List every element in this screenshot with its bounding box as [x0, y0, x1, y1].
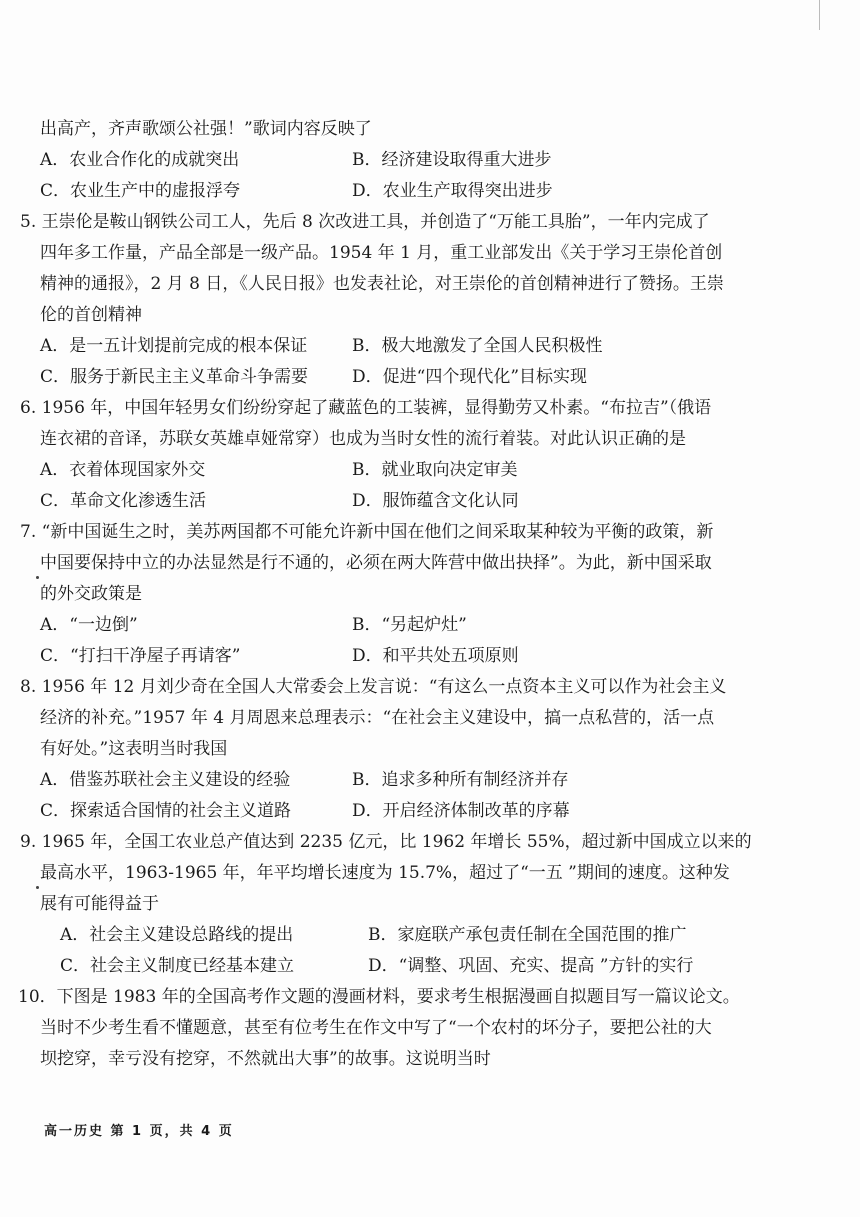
q6-option-b: B．就业取向决定审美: [352, 460, 518, 480]
q8-stem-line-3: 有好处。”这表明当时我国: [40, 739, 228, 759]
q9-option-a: A．社会主义建设总路线的提出: [60, 925, 294, 945]
q9-stem-line-2: 最高水平，1963-1965 年，年平均增长速度为 15.7%，超过了“一五 ”期间的速度。这种发: [40, 863, 730, 883]
q5-option-d: D．促进“四个现代化”目标实现: [352, 367, 588, 387]
q8-option-b: B．追求多种所有制经济并存: [352, 770, 569, 790]
q8-stem-line-1: 8. 1956 年 12 月刘少奇在全国人大常委会上发言说：“有这么一点资本主义可以作为社会主义: [20, 677, 727, 697]
q9-option-c: C．社会主义制度已经基本建立: [60, 956, 295, 976]
q7-option-a: A．“一边倒”: [40, 615, 138, 635]
q8-option-a: A．借鉴苏联社会主义建设的经验: [40, 770, 291, 790]
q5-option-a: A．是一五计划提前完成的根本保证: [40, 336, 308, 356]
q7-stem-line-3: 的外交政策是: [40, 584, 142, 604]
q4-option-a: A．农业合作化的成就突出: [40, 150, 240, 170]
scan-dot: [36, 886, 39, 889]
q9-stem-line-3: 展有可能得益于: [40, 894, 159, 914]
q7-option-b: B．“另起炉灶”: [352, 615, 467, 635]
q6-stem-line-2: 连衣裙的音译，苏联女英雄卓娅常穿）也成为当时女性的流行着装。对此认识正确的是: [40, 429, 686, 449]
q5-stem-line-2: 四年多工作量，产品全部是一级产品。1954 年 1 月，重工业部发出《关于学习王崇伦首创: [40, 243, 723, 263]
q9-stem-line-1: 9. 1965 年，全国工农业总产值达到 2235 亿元，比 1962 年增长 55%，超过新中国成立以来的: [20, 832, 752, 852]
q5-stem-line-1: 5. 王崇伦是鞍山钢铁公司工人，先后 8 次改进工具，并创造了“万能工具胎”，一年内完成了: [20, 212, 710, 232]
q8-option-d: D．开启经济体制改革的序幕: [352, 801, 570, 821]
q6-option-a: A．衣着体现国家外交: [40, 460, 206, 480]
q8-option-c: C．探索适合国情的社会主义道路: [40, 801, 292, 821]
q5-stem-line-3: 精神的通报》，2 月 8 日，《人民日报》也发表社论，对王崇伦的首创精神进行了赞扬。王崇: [40, 274, 724, 294]
q6-option-d: D．服饰蕴含文化认同: [352, 491, 519, 511]
q9-option-b: B．家庭联产承包责任制在全国范围的推广: [368, 925, 687, 945]
page-footer: 高一历史 第 1 页，共 4 页: [44, 1124, 234, 1139]
q4-stem-continued: 出高产，齐声歌颂公社强！”歌词内容反映了: [40, 119, 372, 139]
q5-option-b: B．极大地激发了全国人民积极性: [352, 336, 603, 356]
q7-stem-line-1: 7. “新中国诞生之时，美苏两国都不可能允许新中国在他们之间采取某种较为平衡的政策，新: [20, 522, 714, 542]
q6-stem-line-1: 6. 1956 年，中国年轻男女们纷纷穿起了藏蓝色的工装裤，显得勤劳又朴素。“布拉吉”（俄语: [20, 398, 712, 418]
q7-option-c: C．“打扫干净屋子再请客”: [40, 646, 241, 666]
scan-dot: [36, 576, 39, 579]
q5-stem-line-4: 伦的首创精神: [40, 305, 142, 325]
q9-option-d: D．“调整、巩固、充实、提高 ”方针的实行: [368, 956, 694, 976]
q4-option-b: B．经济建设取得重大进步: [352, 150, 552, 170]
q10-stem-line-2: 当时不少考生看不懂题意，甚至有位考生在作文中写了“一个农村的坏分子，要把公社的大: [40, 1018, 712, 1038]
q8-stem-line-2: 经济的补充。”1957 年 4 月周恩来总理表示：“在社会主义建设中，搞一点私营的，活一点: [40, 708, 715, 728]
q6-option-c: C．革命文化渗透生活: [40, 491, 207, 511]
q10-stem-line-3: 坝挖穿，幸亏没有挖穿，不然就出大事”的故事。这说明当时: [40, 1049, 491, 1069]
q4-option-d: D．农业生产取得突出进步: [352, 181, 553, 201]
q7-stem-line-2: 中国要保持中立的办法显然是行不通的，必须在两大阵营中做出抉择”。为此，新中国采取: [40, 553, 712, 573]
q5-option-c: C．服务于新民主主义革命斗争需要: [40, 367, 309, 387]
q10-stem-line-1: 10．下图是 1983 年的全国高考作文题的漫画材料，要求考生根据漫画自拟题目写一篇议论文。: [18, 987, 740, 1007]
q7-option-d: D．和平共处五项原则: [352, 646, 519, 666]
q4-option-c: C．农业生产中的虚报浮夸: [40, 181, 241, 201]
scan-edge-mark: [819, 0, 820, 30]
